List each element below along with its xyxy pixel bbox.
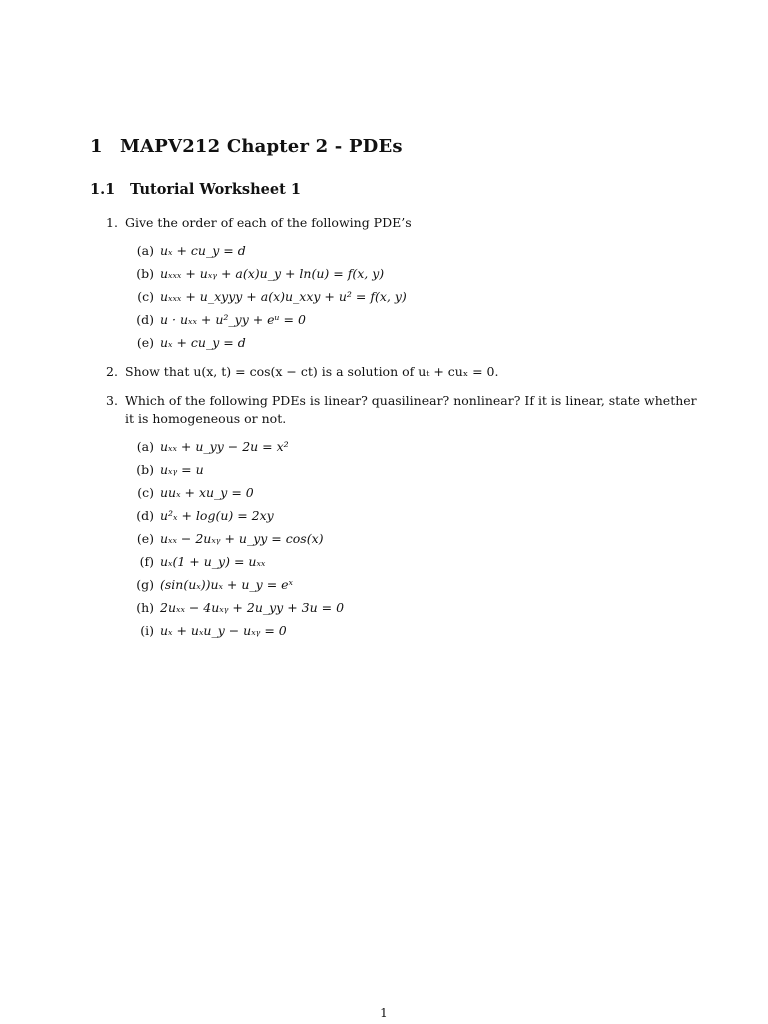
list-item [128, 242, 688, 260]
item-label: (f) [139, 554, 154, 569]
page-number: 1 [380, 1006, 388, 1020]
item-label: (a) [136, 439, 154, 454]
item-label: (c) [137, 485, 154, 500]
item-equation: uₓₓ + u_yy − 2u = x² [160, 439, 289, 454]
item-equation: uₓ + cu_y = d [160, 335, 246, 350]
item-equation: (sin(uₓ))uₓ + u_y = eˣ [160, 577, 293, 592]
question-1 [106, 214, 706, 232]
question-number: 3. [106, 393, 118, 408]
list-item [128, 288, 688, 306]
list-item [128, 576, 688, 594]
item-label: (e) [136, 335, 154, 350]
section-heading [90, 136, 403, 157]
item-equation: u · uₓₓ + u²_yy + eᵘ = 0 [160, 312, 306, 327]
item-equation: uₓ + uₓu_y − uₓᵧ = 0 [160, 623, 287, 638]
item-equation: uₓᵧ = u [160, 462, 204, 477]
list-item [128, 311, 688, 329]
list-item [128, 599, 688, 617]
item-label: (h) [136, 600, 154, 615]
question-text: Give the order of each of the following PDE’s [125, 215, 412, 230]
item-label: (b) [136, 266, 154, 281]
question-number: 1. [106, 215, 118, 230]
subsection-heading [90, 181, 301, 198]
question-number: 2. [106, 364, 118, 379]
list-item [128, 530, 688, 548]
item-label: (d) [136, 312, 154, 327]
item-label: (g) [136, 577, 154, 592]
subsection-number: 1.1 [90, 181, 116, 198]
list-item [128, 622, 688, 640]
list-item [128, 553, 688, 571]
item-equation: 2uₓₓ − 4uₓᵧ + 2u_yy + 3u = 0 [160, 600, 345, 615]
question-text: Which of the following PDEs is linear? quasilinear? nonlinear? If it is linear, state whether it is homogeneous or not. [125, 393, 697, 426]
item-equation: uₓₓₓ + u_xyyy + a(x)u_xxy + u² = f(x, y) [160, 289, 407, 304]
item-label: (i) [140, 623, 154, 638]
item-label: (c) [137, 289, 154, 304]
item-label: (d) [136, 508, 154, 523]
item-equation: uₓ + cu_y = d [160, 243, 246, 258]
item-equation: uₓₓₓ + uₓᵧ + a(x)u_y + ln(u) = f(x, y) [160, 266, 385, 281]
item-equation: uuₓ + xu_y = 0 [160, 485, 254, 500]
list-item [128, 461, 688, 479]
list-item [128, 438, 688, 456]
item-equation: u²ₓ + log(u) = 2xy [160, 508, 274, 523]
item-equation: uₓₓ − 2uₓᵧ + u_yy = cos(x) [160, 531, 324, 546]
section-number: 1 [90, 136, 103, 157]
question-2 [106, 363, 706, 381]
item-equation: uₓ(1 + u_y) = uₓₓ [160, 554, 266, 569]
subsection-title: Tutorial Worksheet 1 [130, 181, 301, 198]
section-title: MAPV212 Chapter 2 - PDEs [120, 136, 403, 157]
item-label: (e) [136, 531, 154, 546]
question-3 [106, 392, 706, 428]
list-item [128, 334, 688, 352]
list-item [128, 484, 688, 502]
question-text: Show that u(x, t) = cos(x − ct) is a solution of uₜ + cuₓ = 0. [125, 364, 499, 379]
list-item [128, 507, 688, 525]
item-label: (a) [136, 243, 154, 258]
list-item [128, 265, 688, 283]
item-label: (b) [136, 462, 154, 477]
